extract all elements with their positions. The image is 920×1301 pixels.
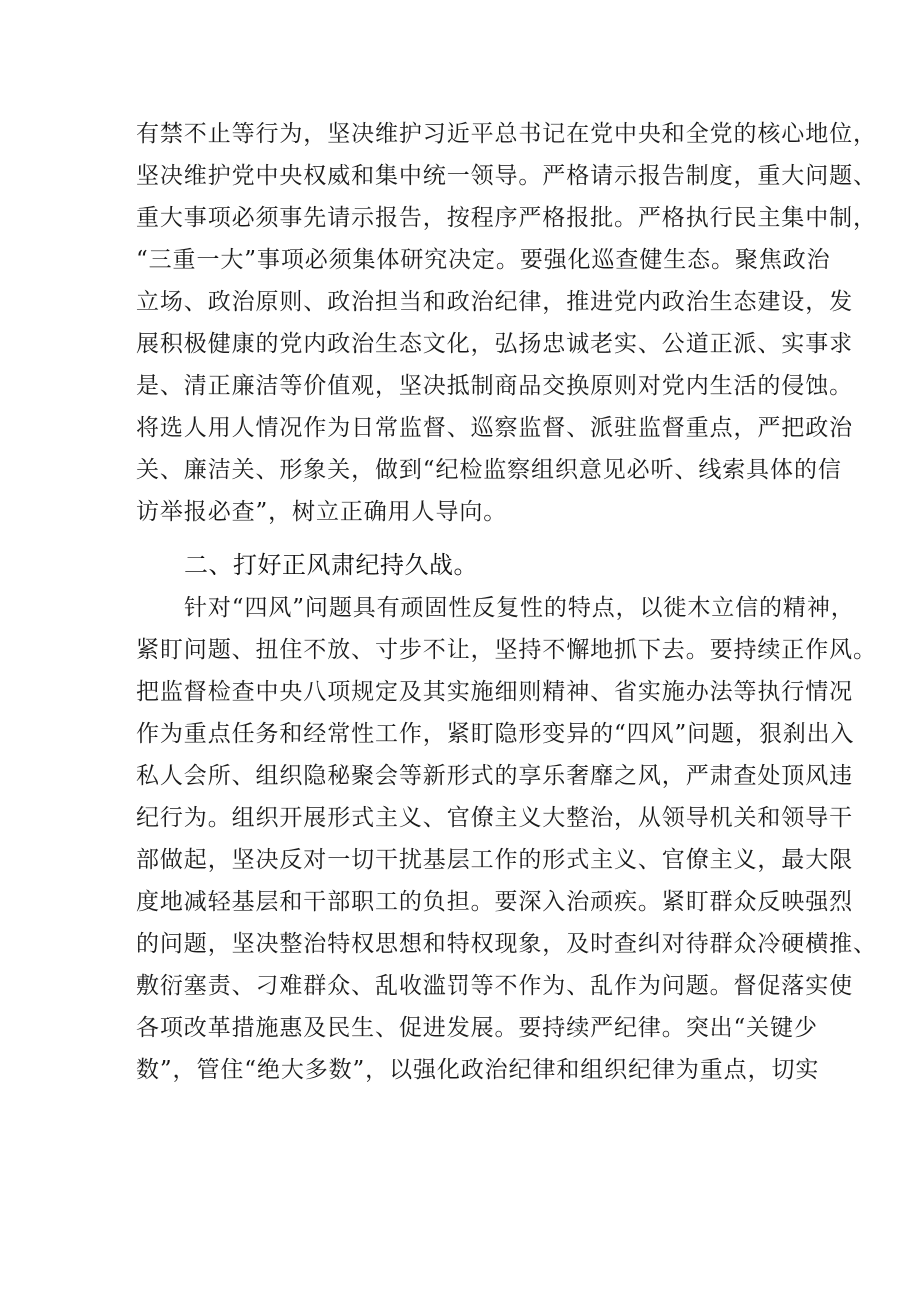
text-line: 针对“四风”问题具有顽固性反复性的特点，以徙木立信的精神， [184, 595, 855, 621]
text-line: 敷衍塞责、刁难群众、乱收滥罚等不作为、乱作为问题。督促落实使 [136, 973, 853, 999]
text-line: 重大事项必须事先请示报告，按程序严格报批。严格执行民主集中制， [136, 205, 877, 231]
text-line: 的问题，坚决整治特权思想和特权现象，及时查纠对待群众冷硬横推、 [136, 931, 877, 957]
text-line: 紧盯问题、扭住不放、寸步不让，坚持不懈地抓下去。要持续正作风。 [136, 637, 877, 663]
text-line: 有禁不止等行为，坚决维护习近平总书记在党中央和全党的核心地位， [136, 121, 877, 147]
text-line: 关、廉洁关、形象关，做到“纪检监察组织意见必听、线索具体的信 [136, 457, 842, 483]
text-line: 访举报必查”，树立正确用人导向。 [136, 499, 508, 525]
text-line: 将选人用人情况作为日常监督、巡察监督、派驻监督重点，严把政治 [136, 415, 853, 441]
text-line: 展积极健康的党内政治生态文化，弘扬忠诚老实、公道正派、实事求 [136, 331, 853, 357]
text-line: 坚决维护党中央权威和集中统一领导。严格请示报告制度，重大问题、 [136, 163, 877, 189]
text-line: 私人会所、组织隐秘聚会等新形式的享乐奢靡之风，严肃查处顶风违 [136, 763, 853, 789]
text-line: 数”，管住“绝大多数”，以强化政治纪律和组织纪律为重点，切实 [136, 1057, 820, 1083]
text-line: 纪行为。组织开展形式主义、官僚主义大整治，从领导机关和领导干 [136, 805, 853, 831]
text-line: 是、清正廉洁等价值观，坚决抵制商品交换原则对党内生活的侵蚀。 [136, 373, 853, 399]
text-line: 作为重点任务和经常性工作，紧盯隐形变异的“四风”问题，狠刹出入 [136, 721, 855, 747]
text-line: “三重一大”事项必须集体研究决定。要强化巡查健生态。聚焦政治 [136, 247, 831, 273]
text-line: 把监督检查中央八项规定及其实施细则精神、省实施办法等执行情况 [136, 679, 853, 705]
text-line: 各项改革措施惠及民生、促进发展。要持续严纪律。突出“关键少 [136, 1015, 818, 1041]
section-heading: 二、打好正风肃纪持久战。 [184, 551, 478, 579]
text-line: 立场、政治原则、政治担当和政治纪律，推进党内政治生态建设，发 [136, 289, 853, 315]
text-line: 部做起，坚决反对一切干扰基层工作的形式主义、官僚主义，最大限 [136, 847, 853, 873]
text-line: 度地减轻基层和干部职工的负担。要深入治顽疾。紧盯群众反映强烈 [136, 889, 853, 915]
